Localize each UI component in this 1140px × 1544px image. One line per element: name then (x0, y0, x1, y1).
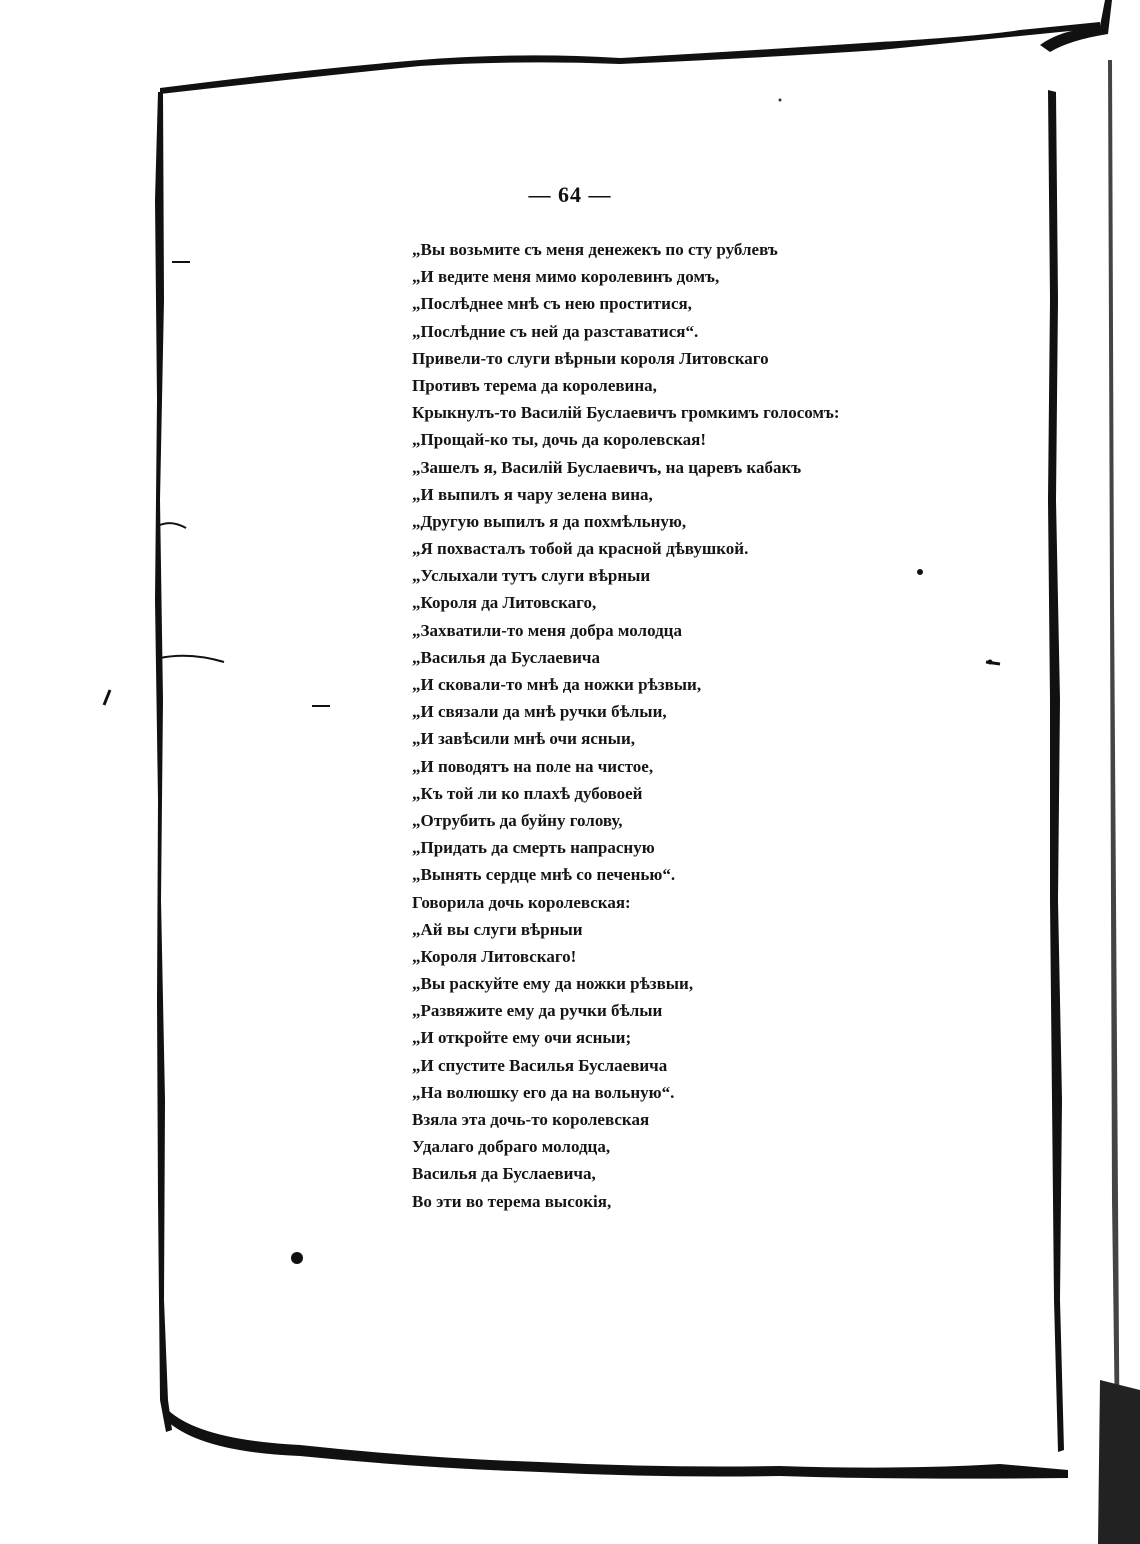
verse-line: „На волюшку его да на вольную“. (412, 1082, 675, 1102)
verse-line: „И ведите меня мимо королевинъ домъ, (412, 267, 720, 287)
ink-speck (291, 1252, 303, 1264)
verse-line: „Вынять сердце мнѣ со печенью“. (412, 865, 676, 885)
verse-line: „Короля да Литовскаго, (412, 593, 597, 613)
verse-line: „И завѣсили мнѣ очи ясныи, (412, 729, 635, 749)
verse-line: „Захватили-то меня добра молодца (412, 620, 682, 640)
verse-line: „Вы возьмите съ меня денежекъ по сту рублевъ (412, 240, 778, 259)
bottom-edge (166, 1410, 1068, 1479)
verse-line: „Ай вы слуги вѣрныи (412, 919, 583, 939)
verse-line: Взяла эта дочь-то королевская (412, 1110, 650, 1129)
verse-line: „Прощай-ко ты, дочь да королевская! (412, 430, 706, 450)
verse-line: „И выпилъ я чару зелена вина, (412, 484, 653, 504)
ink-speck (779, 99, 782, 102)
verse-line: „Короля Литовскаго! (412, 946, 577, 966)
verse-line: Говорила дочь королевская: (412, 892, 631, 912)
verse-line: „И поводятъ на поле на чистое, (412, 756, 654, 776)
verse-line: Привели-то слуги вѣрныи короля Литовскаго (412, 348, 769, 368)
verse-line: „Отрубить да буйну голову, (412, 810, 623, 830)
verse-line: „Вы раскуйте ему да ножки рѣзвыи, (412, 974, 694, 994)
right-page-bleed (1098, 1380, 1140, 1544)
verse-line: Крыкнулъ-то Василій Буслаевичъ громкимъ голосомъ: (412, 403, 840, 423)
verse-line: „И сковали-то мнѣ да ножки рѣзвыи, (412, 675, 702, 694)
right-page-fragment (1108, 60, 1120, 1500)
verse-line: „Къ той ли ко плахѣ дубовоей (412, 783, 643, 803)
verse-line: „Послѣдние съ ней да разставатися“. (412, 321, 699, 341)
ink-stroke (104, 690, 110, 705)
verse-line: „Послѣднее мнѣ съ нею проститися, (412, 294, 692, 314)
page-number: — 64 — (528, 182, 612, 207)
verse-line: „Развяжите ему да ручки бѣлыи (412, 1001, 663, 1021)
verse-line: Василья да Буслаевича, (412, 1164, 596, 1184)
verse-line: Противъ терема да королевина, (412, 375, 657, 395)
verse-line: „Услыхали тутъ слуги вѣрныи (412, 566, 651, 586)
poem-text (412, 236, 932, 1215)
verse-line: „И связали да мнѣ ручки бѣлыи, (412, 702, 667, 722)
verse-line: „Я похвасталъ тобой да красной дѣвушкой. (412, 539, 749, 559)
verse-line: Во эти во терема высокія, (412, 1191, 612, 1211)
verse-line: „Зашелъ я, Василій Буслаевичъ, на царевъ кабакъ (412, 457, 802, 477)
right-edge (1048, 90, 1064, 1452)
left-edge (155, 92, 172, 1432)
verse-line: „Придать да смерть напрасную (412, 838, 655, 858)
verse-line: „Другую выпилъ я да похмѣльную, (412, 511, 687, 531)
verse-line: „Василья да Буслаевича (412, 647, 600, 667)
verse-line: „И откройте ему очи ясныи; (412, 1028, 632, 1048)
ink-stroke (160, 656, 224, 662)
ink-stroke (160, 523, 186, 528)
top-edge (160, 22, 1100, 94)
ink-stroke (986, 662, 1000, 664)
verse-line: Удалаго добраго молодца, (412, 1137, 611, 1157)
verse-line: „И спустите Василья Буслаевича (412, 1055, 668, 1075)
